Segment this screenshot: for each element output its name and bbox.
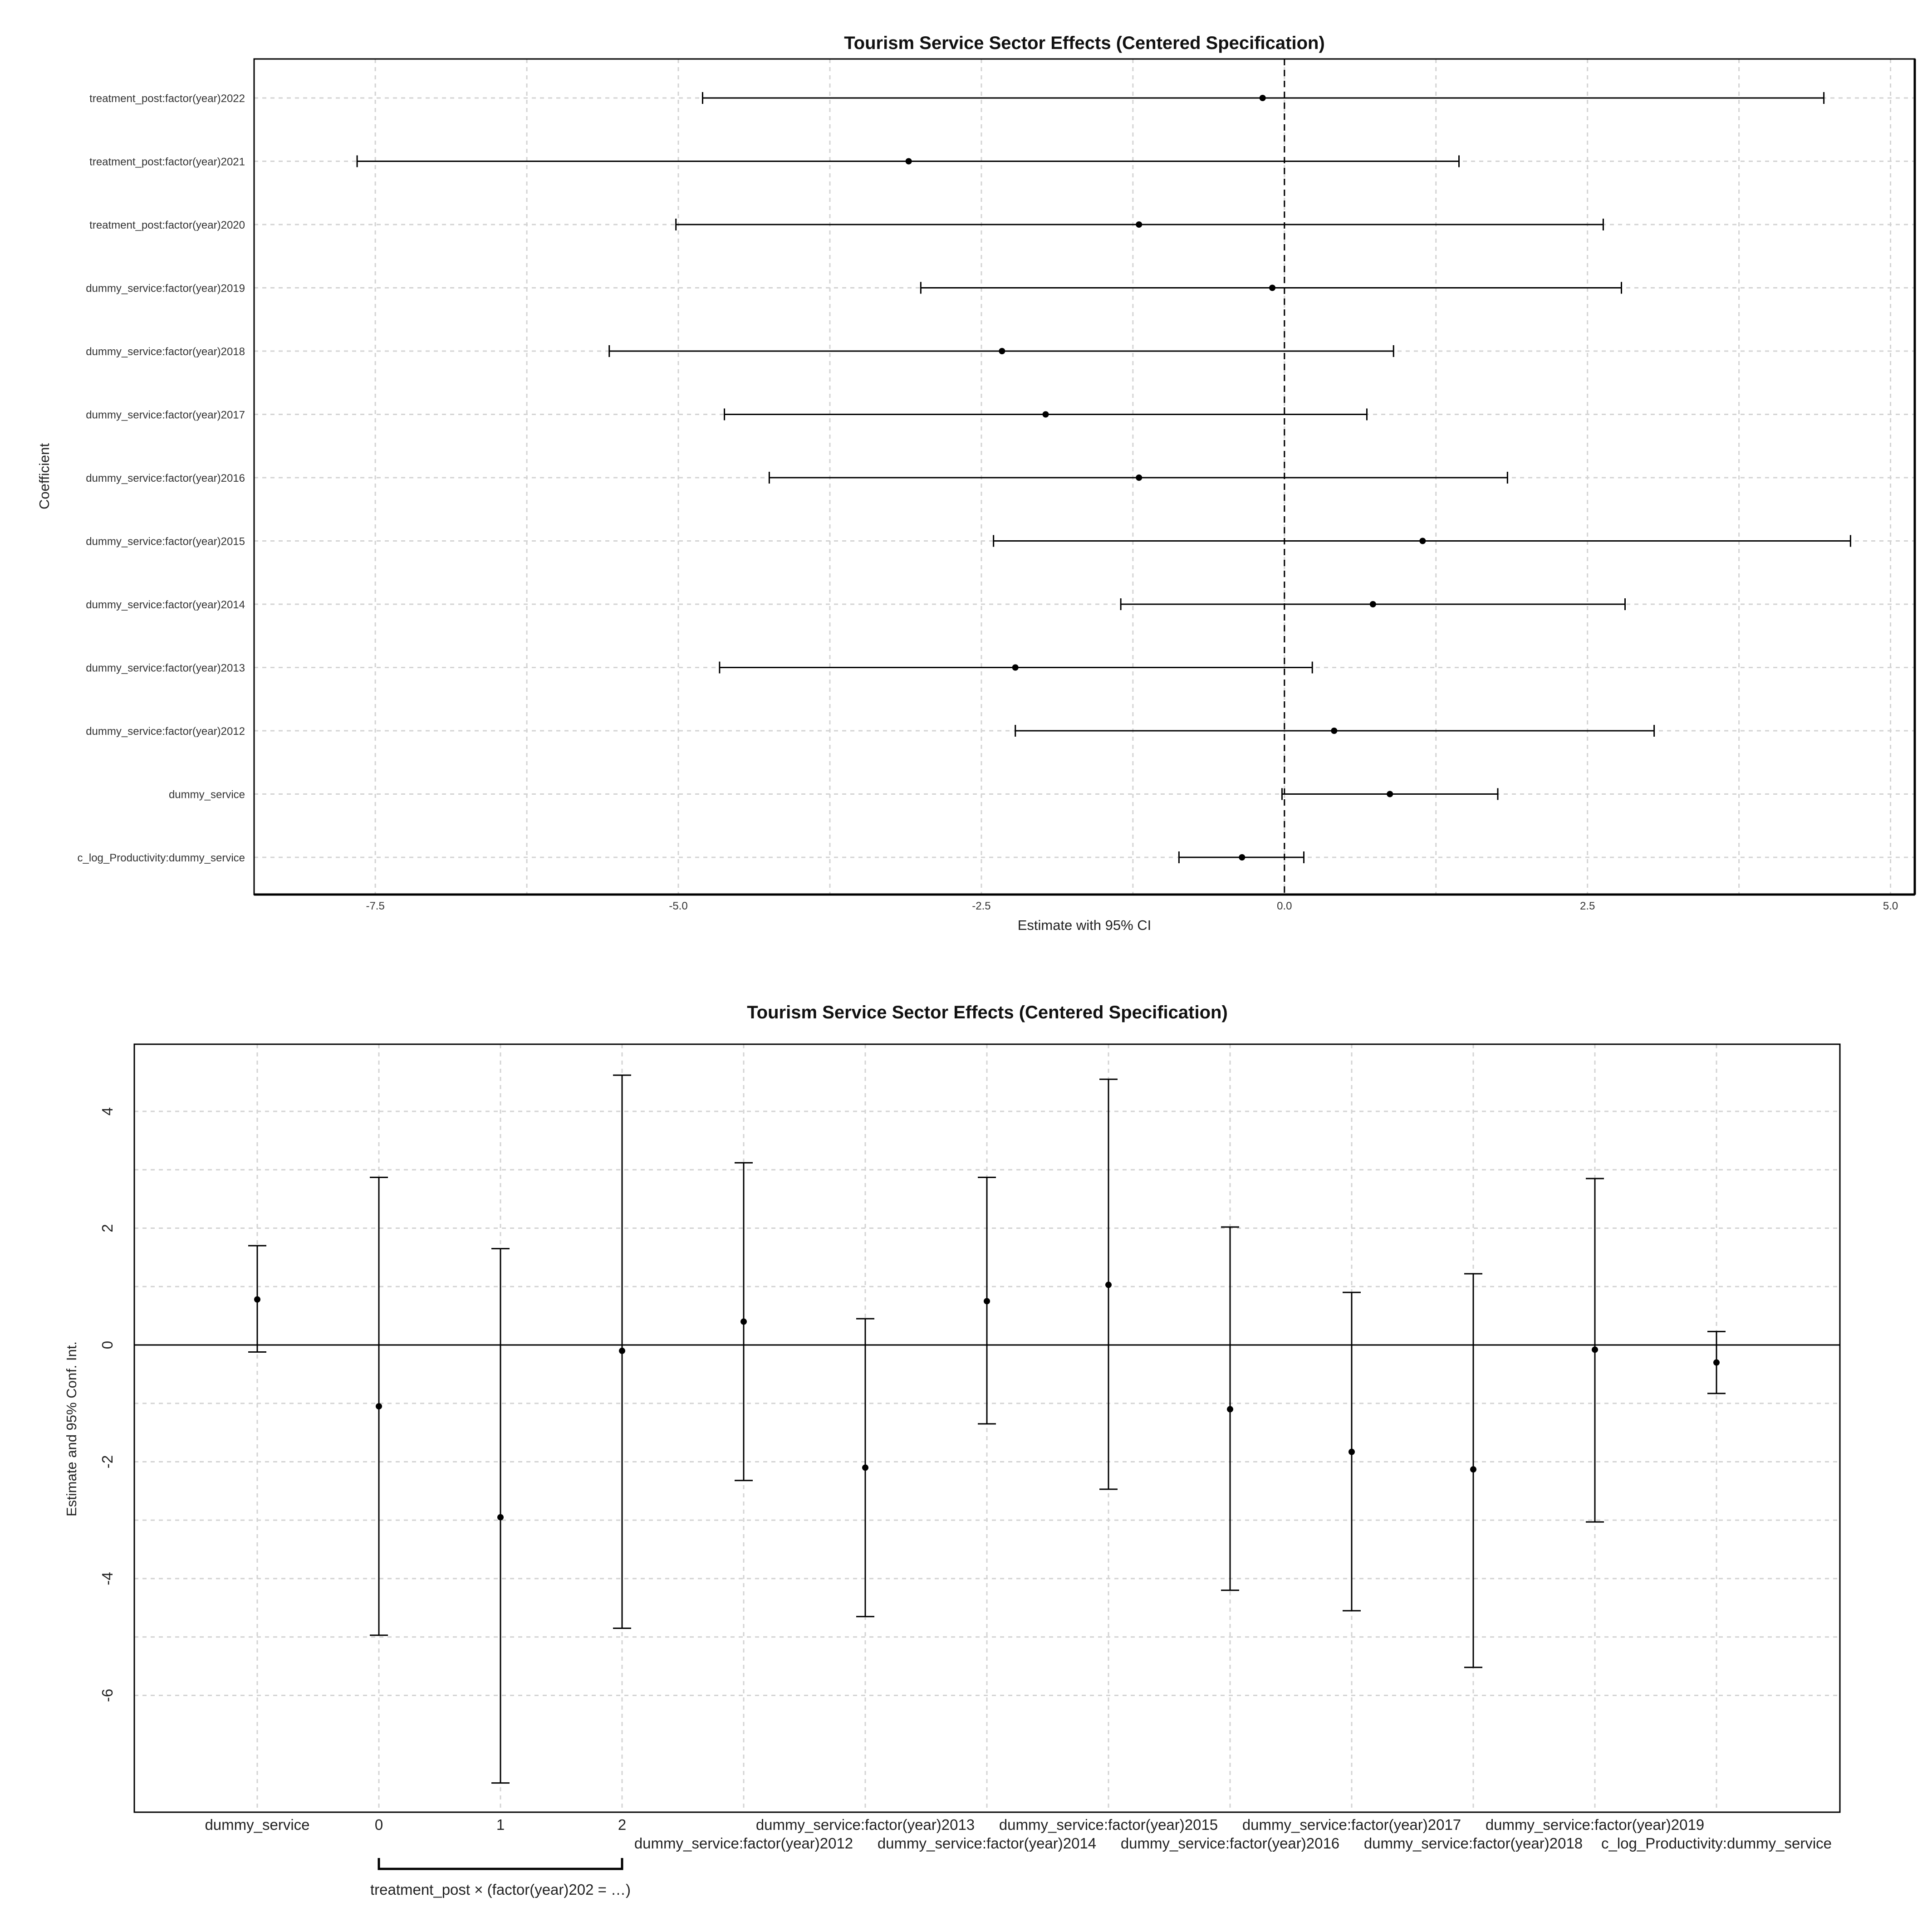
estimate-point <box>1012 665 1019 671</box>
estimate-point <box>862 1464 868 1471</box>
coefficient-plot-vertical <box>0 953 1932 1907</box>
y-tick-label: dummy_service <box>168 788 245 801</box>
x-tick-label: 0.0 <box>1277 900 1292 912</box>
x-tick-label: -2.5 <box>972 900 991 912</box>
estimate-point <box>1105 1281 1112 1288</box>
coefficient-plot-horizontal <box>0 0 1932 953</box>
estimate-point <box>906 158 912 165</box>
y-tick-label: dummy_service:factor(year)2012 <box>86 725 245 738</box>
chart-title: Tourism Service Sector Effects (Centered Specification) <box>844 33 1325 53</box>
estimate-point <box>376 1403 382 1409</box>
x-tick-label: dummy_service:factor(year)2017 <box>1242 1816 1461 1833</box>
estimate-point <box>740 1319 747 1325</box>
y-tick-label: dummy_service:factor(year)2015 <box>86 535 245 548</box>
x-tick-label: c_log_Productivity:dummy_service <box>1601 1835 1832 1852</box>
estimate-point <box>1592 1346 1598 1353</box>
y-tick-label: 4 <box>99 1107 116 1116</box>
y-axis-label: Estimate and 95% Conf. Int. <box>64 1341 79 1516</box>
y-tick-label: -2 <box>99 1455 116 1469</box>
x-tick-label: dummy_service:factor(year)2015 <box>999 1816 1218 1833</box>
y-tick-label: 0 <box>99 1340 116 1350</box>
estimate-point <box>1387 791 1393 797</box>
y-tick-label: dummy_service:factor(year)2014 <box>86 599 245 611</box>
x-tick-label: dummy_service:factor(year)2014 <box>877 1835 1097 1852</box>
x-tick-label: dummy_service:factor(year)2019 <box>1485 1816 1705 1833</box>
y-axis-label: Coefficient <box>36 443 52 509</box>
x-tick-label: 2.5 <box>1579 900 1595 912</box>
estimate-point <box>1269 285 1275 291</box>
y-tick-label: treatment_post:factor(year)2022 <box>89 93 245 105</box>
estimate-point <box>1370 601 1376 607</box>
x-axis-label: Estimate with 95% CI <box>1017 917 1152 933</box>
x-tick-label: 0 <box>374 1816 383 1833</box>
x-tick-label: 2 <box>618 1816 627 1833</box>
estimate-point <box>1136 474 1142 481</box>
estimate-point <box>1713 1359 1720 1366</box>
estimate-point <box>1331 728 1337 734</box>
group-bracket-label: treatment_post × (factor(year)202 = …) <box>370 1881 631 1898</box>
x-tick-label: dummy_service:factor(year)2018 <box>1363 1835 1583 1852</box>
y-tick-label: dummy_service:factor(year)2018 <box>86 346 245 358</box>
estimate-point <box>619 1348 625 1354</box>
estimate-point <box>1260 95 1266 101</box>
estimate-point <box>984 1298 990 1304</box>
x-tick-label: dummy_service:factor(year)2013 <box>755 1816 975 1833</box>
y-tick-label: c_log_Productivity:dummy_service <box>77 852 245 864</box>
y-tick-label: dummy_service:factor(year)2019 <box>86 282 245 295</box>
chart-title: Tourism Service Sector Effects (Centered Specification) <box>747 1002 1228 1022</box>
group-bracket <box>379 1858 622 1869</box>
estimate-point <box>999 348 1005 354</box>
x-tick-label: 1 <box>496 1816 505 1833</box>
y-tick-label: -6 <box>99 1688 116 1702</box>
estimate-point <box>497 1514 504 1521</box>
x-tick-label: dummy_service <box>205 1816 310 1833</box>
y-tick-label: 2 <box>99 1224 116 1232</box>
estimate-point <box>1136 221 1142 228</box>
y-tick-label: dummy_service:factor(year)2016 <box>86 472 245 484</box>
plot-frame <box>254 59 1915 895</box>
y-tick-label: treatment_post:factor(year)2020 <box>89 219 245 231</box>
y-tick-label: dummy_service:factor(year)2017 <box>86 409 245 421</box>
x-tick-label: dummy_service:factor(year)2012 <box>634 1835 853 1852</box>
x-tick-label: -7.5 <box>366 900 385 912</box>
x-tick-label: 5.0 <box>1883 900 1898 912</box>
y-tick-label: -4 <box>99 1572 116 1585</box>
estimate-point <box>1239 854 1245 861</box>
y-tick-label: dummy_service:factor(year)2013 <box>86 662 245 675</box>
x-tick-label: -5.0 <box>669 900 688 912</box>
estimate-point <box>1470 1466 1476 1472</box>
estimate-point <box>1227 1406 1233 1413</box>
estimate-point <box>254 1296 260 1303</box>
estimate-point <box>1419 538 1426 544</box>
estimate-point <box>1348 1449 1355 1455</box>
y-tick-label: treatment_post:factor(year)2021 <box>89 156 245 168</box>
estimate-point <box>1043 411 1049 418</box>
x-tick-label: dummy_service:factor(year)2016 <box>1120 1835 1340 1852</box>
